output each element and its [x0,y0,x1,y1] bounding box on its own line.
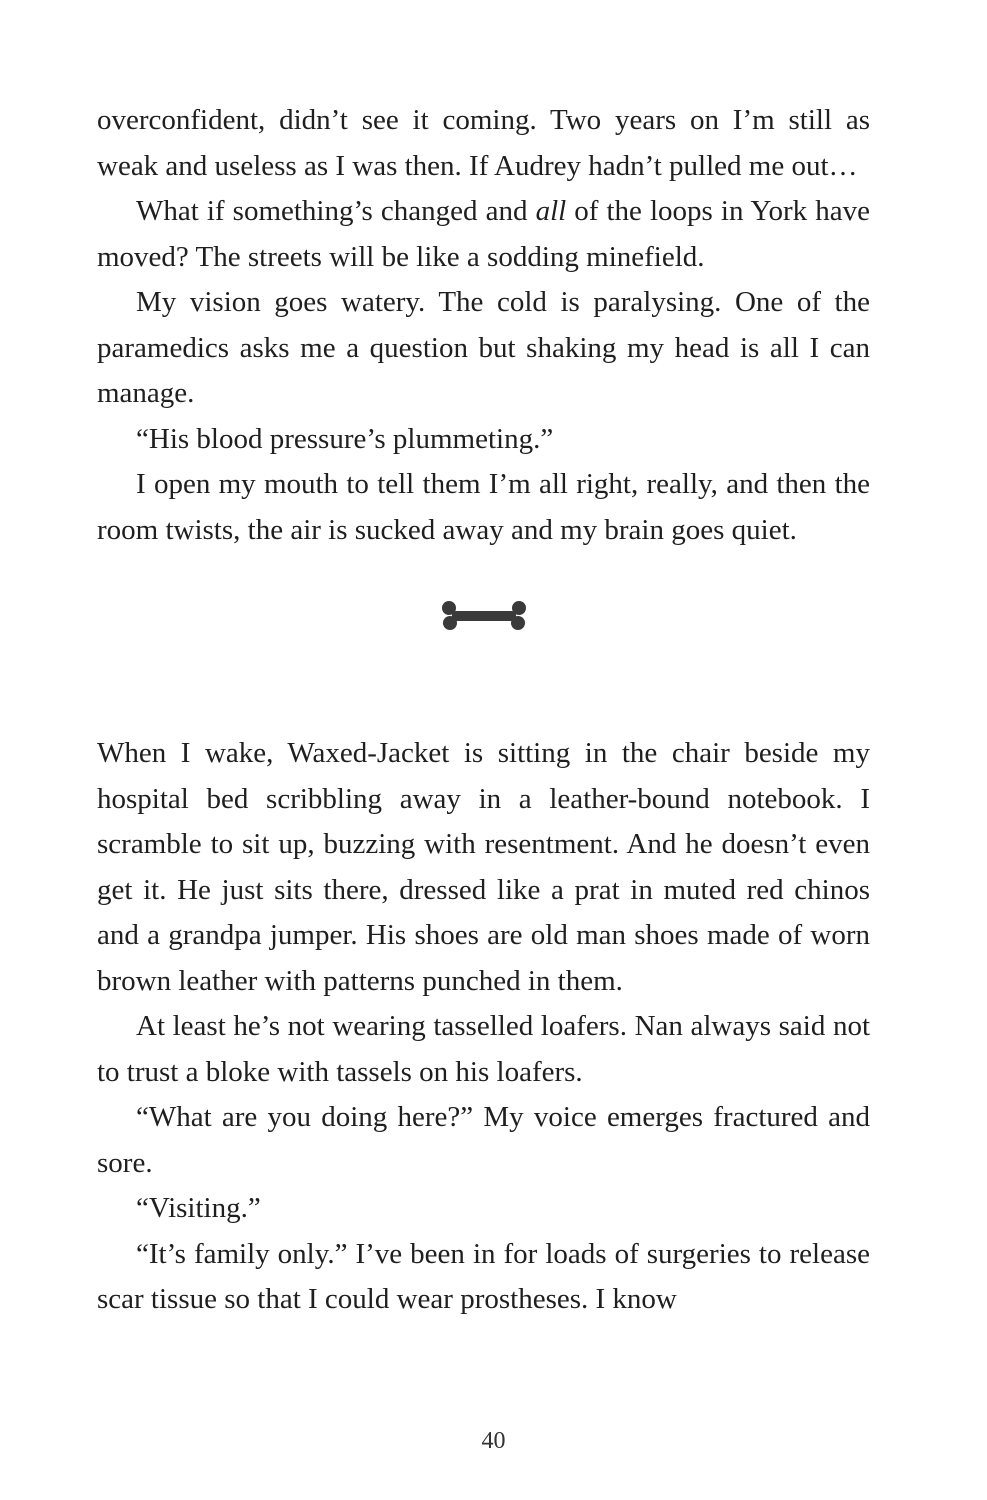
paragraph-2-part-1: What if something’s changed and [136,195,536,227]
book-page [97,98,870,1323]
paragraph-8: “What are you doing here?” My voice emerges fractured and sore. [97,1101,870,1179]
scene-break [97,553,870,731]
paragraph-2 [97,189,870,280]
page-number: 40 [481,1428,506,1454]
paragraph-6: When I wake, Waxed-Jacket is sitting in the chair beside my hospital bed scribbling away in a leather-bound notebook. I scramble to sit up, buzzing with resentment. And he doesn’t even get it. He just sits there, dressed like a prat in muted red chinos and a grandpa jumper. His shoes are old man shoes made of worn brown leather with patterns punched in them. [97,737,870,997]
paragraph-7: At least he’s not wearing tasselled loafers. Nan always said not to trust a bloke with tassels on his loafers. [97,1010,870,1088]
paragraph-1: overconfident, didn’t see it coming. Two years on I’m still as weak and useless as I was then. If Audrey hadn’t pulled me out… [97,104,870,182]
paragraph-4: “His blood pressure’s plummeting.” [136,422,554,455]
paragraph-10: “It’s family only.” I’ve been in for loads of surgeries to release scar tissue so that I could wear prostheses. I know [97,1237,870,1315]
emphasis-all: all [535,195,567,227]
bone-icon [440,598,528,634]
paragraph-9: “Visiting.” [136,1192,261,1224]
paragraph-5: I open my mouth to tell them I’m all right, really, and then the room twists, the air is sucked away and my brain goes quiet. [97,468,870,546]
paragraph-2-part-3: of the loops in York have moved? The streets will be like a sodding minefield. [97,195,870,273]
paragraph-3: My vision goes watery. The cold is paralysing. One of the paramedics asks me a question but shaking my head is all I can manage. [97,286,870,409]
